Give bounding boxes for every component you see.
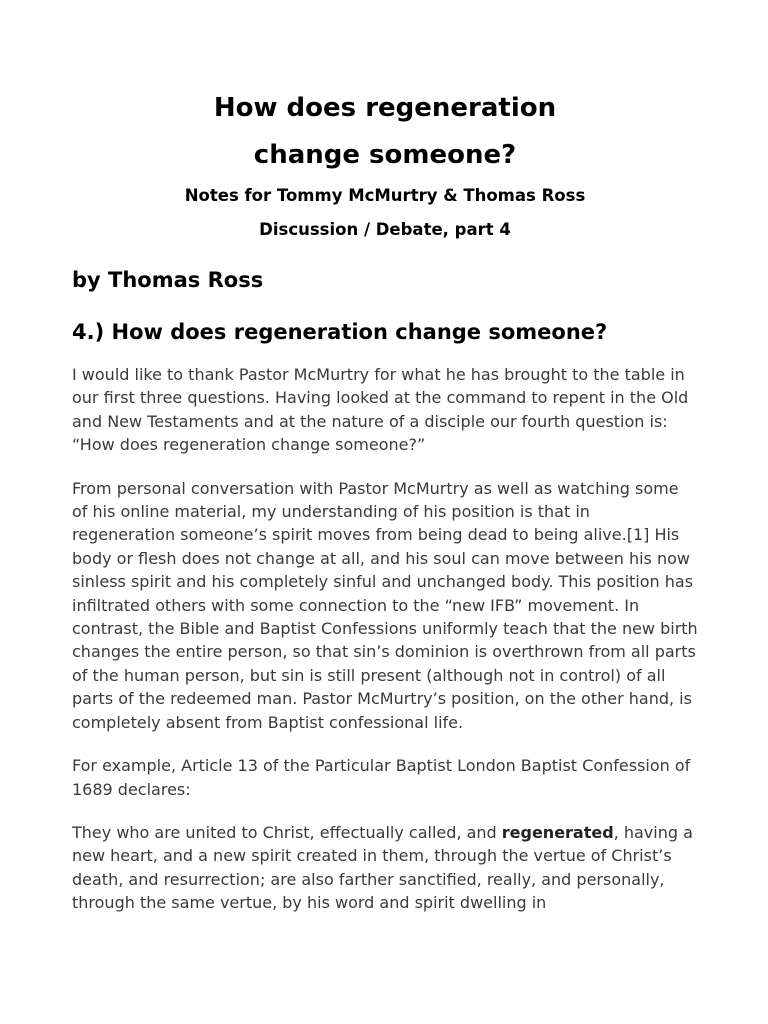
- quote-text-end: , having a new heart, and a new spirit created in them, through the vertue of Christ’s death, and resurrection; are also farther sanctified, really, and personally, through the same vertue, by his word and spirit dwelling in: [72, 822, 693, 913]
- paragraph-intro: I would like to thank Pastor McMurtry for what he has brought to the table in our first three questions. Having looked at the command to repent in the Old and New Testaments and at the nature of a disciple our fourth question is: “How does regeneration change someone?”: [72, 365, 689, 455]
- quote-text-start: They who are united to Christ, effectually called, and: [72, 822, 502, 842]
- section-heading: 4.) How does regeneration change someone?: [72, 320, 608, 344]
- subtitle-line-1: Notes for Tommy McMurtry & Thomas Ross: [184, 186, 586, 205]
- title-line-2: change someone?: [253, 140, 517, 170]
- quote-emphasis: regenerated: [501, 822, 614, 842]
- subtitle-line-2: Discussion / Debate, part 4: [259, 220, 511, 239]
- paragraph-example: For example, Article 13 of the Particular Baptist London Baptist Confession of 1689 declares:: [72, 756, 691, 799]
- document-subtitle: [72, 179, 698, 247]
- title-line-1: How does regeneration: [213, 93, 557, 123]
- author-byline: by Thomas Ross: [72, 268, 264, 292]
- paragraph-position: From personal conversation with Pastor McMurtry as well as watching some of his online material, my understanding of his position is that in regeneration someone’s spirit moves from being dead to being alive.[1] His body or flesh does not change at all, and his soul can move between his now sinless spirit and his completely sinful and unchanged body. This position has infiltrated others with some connection to the “new IFB” movement. In contrast, the Bible and Baptist Confessions uniformly teach that the new birth changes the entire person, so that sin’s dominion is overthrown from all parts of the human person, but sin is still present (although not in control) of all parts of the redeemed man. Pastor McMurtry’s position, on the other hand, is completely absent from Baptist confessional life.: [72, 478, 698, 732]
- document-title: [72, 0, 698, 179]
- confession-quote: [72, 821, 698, 915]
